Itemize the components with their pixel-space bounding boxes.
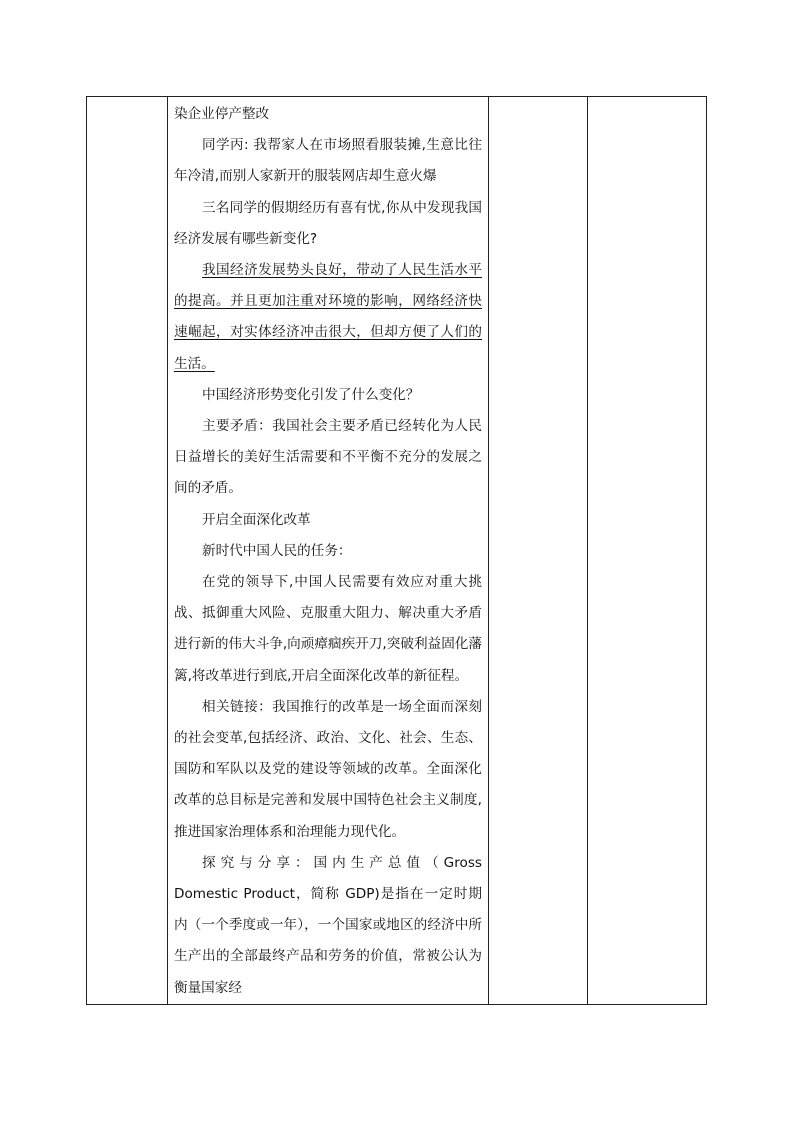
table-row — [87, 97, 707, 1005]
content-paragraph: 相关链接：我国推行的改革是一场全面而深刻的社会变革,包括经济、政治、文化、社会、生态、国防和军队以及党的建设等领域的改革。全面深化改革的总目标是完善和发展中国特色社会主义制度,推进国家治理体系和治理能力现代化。 — [174, 698, 482, 840]
content-column-cell — [168, 97, 489, 1005]
content-paragraph: 中国经济形势变化引发了什么变化？ — [202, 386, 420, 403]
content-paragraph: 新时代中国人民的任务： — [202, 542, 352, 559]
content-paragraph: 我国经济发展势头良好，带动了人民生活水平的提高。并且更加注重对环境的影响，网络经济快速崛起，对实体经济冲击很大，但却方便了人们的生活。 — [174, 262, 482, 372]
content-text-block — [168, 97, 488, 1004]
fourth-column-cell — [588, 97, 707, 1005]
content-paragraph: 在党的领导下,中国人民需要有效应对重大挑战、抵御重大风险、克服重大阻力、解决重大矛盾进行新的伟大斗争,向顽瘴痼疾开刀,突破利益固化藩篱,将改革进行到底,开启全面深化改革的新征程。 — [174, 574, 482, 684]
lesson-plan-table — [86, 96, 707, 1005]
content-paragraph: 染企业停产整改 — [174, 106, 270, 122]
content-paragraph: 探究与分享：国内生产总值（Gross Domestic Product，简称 GDP)是指在一定时期内（一个季度或一年），一个国家或地区的经济中所生产出的全部最终产品和劳务的价值，常被公认为衡量国家经 — [174, 854, 482, 996]
content-paragraph: 开启全面深化改革 — [202, 511, 311, 528]
third-column-cell — [489, 97, 588, 1005]
content-paragraph: 三名同学的假期经历有喜有忧,你从中发现我国经济发展有哪些新变化? — [174, 199, 482, 247]
left-column-cell — [87, 97, 168, 1005]
content-paragraph: 主要矛盾：我国社会主要矛盾已经转化为人民日益增长的美好生活需要和不平衡不充分的发展之间的矛盾。 — [174, 418, 482, 497]
content-paragraph: 同学丙: 我帮家人在市场照看服装摊,生意比往年冷清,而别人家新开的服装网店却生意火爆 — [174, 137, 482, 185]
